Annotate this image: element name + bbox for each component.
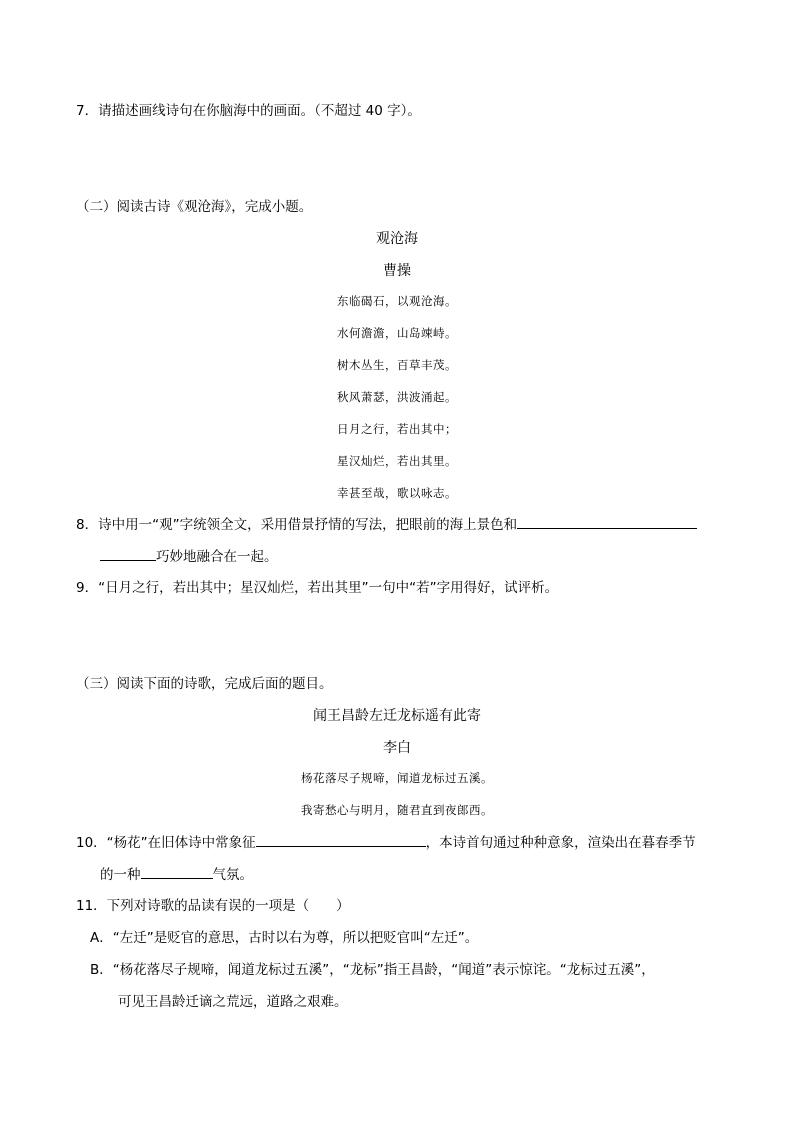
poem-2-author: 李白 xyxy=(383,740,411,756)
question-9: 9．“日月之行，若出其中；星汉灿烂，若出其里”一句中“若”字用得好，试评析。 xyxy=(76,580,559,596)
answer-blank[interactable] xyxy=(517,514,697,529)
question-8 xyxy=(76,514,697,535)
question-8-text: 巧妙地融合在一起。 xyxy=(156,549,278,565)
option-b: B．“杨花落尽子规啼，闻道龙标过五溪”，“龙标”指王昌龄，“闻道”表示惊诧。“龙标过五溪”， xyxy=(90,962,655,978)
poem-2-line: 我寄愁心与明月，随君直到夜郎西。 xyxy=(301,803,493,817)
section-3-intro: （三）阅读下面的诗歌，完成后面的题目。 xyxy=(76,676,333,692)
question-7: 7．请描述画线诗句在你脑海中的画面。（不超过 40 字）。 xyxy=(76,103,421,119)
question-10-text: ，本诗首句通过种种意象，渲染出在暮春季节 xyxy=(425,835,696,851)
option-a: A．“左迁”是贬官的意思，古时以右为尊，所以把贬官叫“左迁”。 xyxy=(90,930,479,946)
question-11: 11．下列对诗歌的品读有误的一项是（ ） xyxy=(76,898,350,914)
question-10-text: 气氛。 xyxy=(212,867,253,883)
poem-1-line: 星汉灿烂，若出其里。 xyxy=(337,454,457,468)
poem-1-line: 秋风萧瑟，洪波涌起。 xyxy=(337,390,457,404)
poem-1-author: 曹操 xyxy=(383,263,411,279)
question-8-text: 8．诗中用一“观”字统领全文，采用借景抒情的写法，把眼前的海上景色和 xyxy=(76,517,518,533)
option-b-cont: 可见王昌龄迁谪之荒远，道路之艰难。 xyxy=(118,994,348,1010)
poem-2-line: 杨花落尽子规啼，闻道龙标过五溪。 xyxy=(301,771,493,785)
poem-1-line: 水何澹澹，山岛竦峙。 xyxy=(337,326,457,340)
question-10 xyxy=(76,832,696,853)
poem-1-line: 幸甚至哉，歌以咏志。 xyxy=(337,486,457,500)
question-10-text: 的一种 xyxy=(100,867,141,883)
question-10-text: 10．“杨花”在旧体诗中常象征 xyxy=(76,835,256,851)
answer-blank[interactable] xyxy=(100,546,156,561)
answer-blank[interactable] xyxy=(141,864,213,879)
poem-1-line: 东临碣石，以观沧海。 xyxy=(337,294,457,308)
poem-1-line: 树木丛生，百草丰茂。 xyxy=(337,358,457,372)
section-2-intro: （二）阅读古诗《观沧海》，完成小题。 xyxy=(76,199,313,215)
poem-1-line: 日月之行，若出其中； xyxy=(337,422,457,436)
poem-2-title: 闻王昌龄左迁龙标遥有此寄 xyxy=(313,708,481,724)
poem-1-title: 观沧海 xyxy=(376,231,418,247)
answer-blank[interactable] xyxy=(256,832,426,847)
question-8-cont xyxy=(100,546,278,567)
question-10-cont xyxy=(100,864,253,885)
